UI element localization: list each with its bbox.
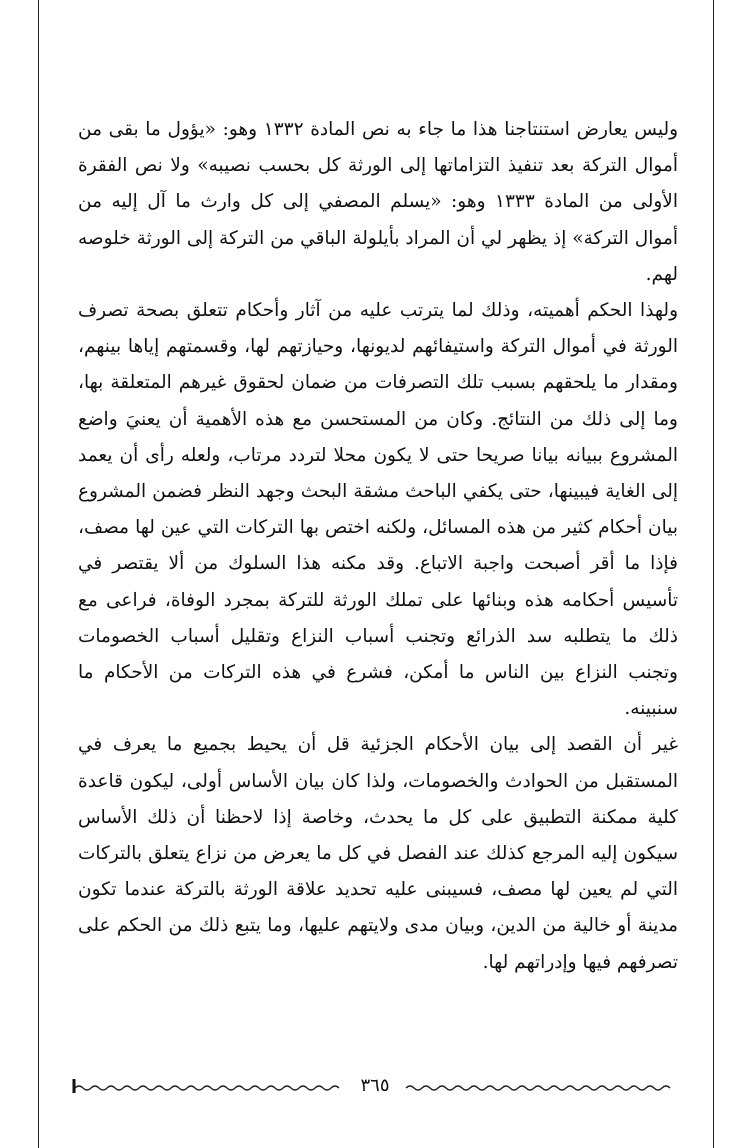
page-frame-left-rule [38, 0, 39, 1148]
body-text [78, 112, 678, 981]
footer-wavy-rule [70, 1073, 680, 1099]
footer-wave-right [406, 1086, 670, 1090]
paragraph-2: ولهذا الحكم أهميته، وذلك لما يترتب عليه من آثار وأحكام تتعلق بصحة تصرف الورثة في أموال التركة واستيفائهم لديونها، وحيازتهم لها، وقسمتهم إياها بينهم، ومقدار ما يلحقهم بسبب تلك التصرفات من ضمان لحقوق غيرهم المتعلقة بها، وما إلى ذلك من النتائج. وكان من المستحسن مع هذه الأهمية أن يعنيَ واضع المشروع ببيانه بيانا صريحا حتى لا يكون محلا لتردد مرتاب، ولعله رأى أن يعمد إلى الغاية فيبينها، حتى يكفي الباحث مشقة البحث وجهد النظر فضمن المشروع بيان أحكام كثير من هذه المسائل، ولكنه اختص بها التركات التي عين لها مصف، فإذا ما أقر أصبحت واجبة الاتباع. وقد مكنه هذا السلوك من ألا يقتصر في تأسيس أحكامه هذه وبنائها على تملك الورثة للتركة بمجرد الوفاة، فراعى مع ذلك ما يتطلبه سد الذرائع وتجنب أسباب النزاع وتقليل أسباب الخصومات وتجنب النزاع بين الناس ما أمكن، فشرع في هذه التركات من الأحكام ما سنبينه. [78, 300, 678, 720]
footer-wave-left [75, 1086, 339, 1090]
page-number: ٣٦٥ [350, 1075, 399, 1096]
page-footer [70, 1073, 680, 1099]
page-frame-right-rule [713, 0, 714, 1148]
paragraph-1: وليس يعارض استنتاجنا هذا ما جاء به نص المادة ١٣٣٢ وهو: «يؤول ما بقى من أموال التركة بعد تنفيذ التزاماتها إلى الورثة كل بحسب نصيبه» ولا نص الفقرة الأولى من المادة ١٣٣٣ وهو: «يسلم المصفي إلى كل وارث ما آل إليه من أموال التركة» إذ يظهر لي أن المراد بأيلولة الباقي من التركة إلى الورثة خلوصه لهم. [78, 119, 679, 285]
paragraph-3: غير أن القصد إلى بيان الأحكام الجزئية قل أن يحيط بجميع ما يعرف في المستقبل من الحوادث والخصومات، ولذا كان بيان الأساس أولى، ليكون قاعدة كلية ممكنة التطبيق على كل ما يحدث، وخاصة إذا لاحظنا أن ذلك الأساس سيكون إليه المرجع كذلك عند الفصل في كل ما يعرض من نزاع يتعلق بالتركات التي لم يعين لها مصف، فسيبنى عليه تحديد علاقة الورثة بالتركة عندما تكون مدينة أو خالية من الدين، وبيان مدى ولايتهم عليها، وما يتبع ذلك من الحكم على تصرفهم فيها وإدراتهم لها. [78, 734, 678, 973]
